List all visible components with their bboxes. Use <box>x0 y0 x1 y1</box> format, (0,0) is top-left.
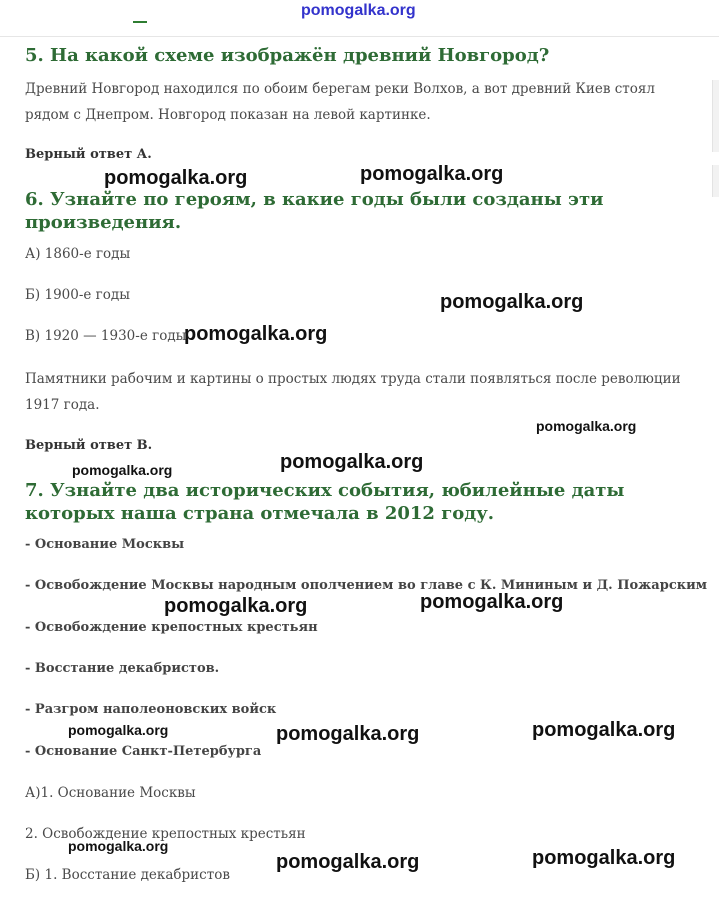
watermark: pomogalka.org <box>532 719 676 741</box>
header-accent-line <box>133 21 147 23</box>
side-tab-1 <box>712 80 719 152</box>
question-6-title: 6. Узнайте по героям, в какие годы были созданы эти произведения. <box>25 189 604 233</box>
question-7-item: - Освобождение крепостных крестьян <box>25 620 318 635</box>
question-5-title: 5. На какой схеме изображён древний Новгород? <box>25 45 550 66</box>
watermark: pomogalka.org <box>440 291 584 313</box>
watermark: pomogalka.org <box>104 167 248 189</box>
watermark: pomogalka.org <box>68 722 169 738</box>
header-watermark: pomogalka.org <box>301 2 416 19</box>
question-6-text: Памятники рабочим и картины о простых людях труда стали появляться после революции 1917 года. <box>25 371 681 413</box>
watermark: pomogalka.org <box>276 851 420 873</box>
question-6-answer: Верный ответ В. <box>25 438 153 453</box>
watermark: pomogalka.org <box>280 451 424 473</box>
question-6-option-a: А) 1860-е годы <box>25 246 131 262</box>
question-7-item: - Основание Санкт-Петербурга <box>25 744 262 759</box>
watermark: pomogalka.org <box>72 462 173 478</box>
watermark: pomogalka.org <box>532 847 676 869</box>
question-7-item: - Восстание декабристов. <box>25 661 220 676</box>
watermark: pomogalka.org <box>420 591 564 613</box>
site-header <box>0 0 719 37</box>
watermark: pomogalka.org <box>184 323 328 345</box>
watermark: pomogalka.org <box>164 595 308 617</box>
question-7-answer-line: 2. Освобождение крепостных крестьян <box>25 826 306 842</box>
question-6-option-c: В) 1920 — 1930-е годы <box>25 328 187 344</box>
question-6-option-b: Б) 1900-е годы <box>25 287 130 303</box>
watermark: pomogalka.org <box>536 418 637 434</box>
question-7-title: 7. Узнайте два исторических события, юбилейные даты которых наша страна отмечала в 2012 году. <box>25 480 625 524</box>
question-7-answer-line: А)1. Основание Москвы <box>25 785 196 801</box>
watermark: pomogalka.org <box>360 163 504 185</box>
question-7-answer-line: Б) 1. Восстание декабристов <box>25 867 230 883</box>
watermark: pomogalka.org <box>276 723 420 745</box>
watermark: pomogalka.org <box>68 838 169 854</box>
question-5-answer: Верный ответ А. <box>25 147 152 162</box>
question-7-item: - Основание Москвы <box>25 537 185 552</box>
question-5-text: Древний Новгород находился по обоим берегам реки Волхов, а вот древний Киев стоял рядом с Днепром. Новгород показан на левой картинке. <box>25 81 655 123</box>
question-7-item: - Освобождение Москвы народным ополчением во главе с К. Мининым и Д. Пожарским <box>25 578 708 593</box>
side-tab-2 <box>712 165 719 197</box>
question-7-item: - Разгром наполеоновских войск <box>25 702 277 717</box>
